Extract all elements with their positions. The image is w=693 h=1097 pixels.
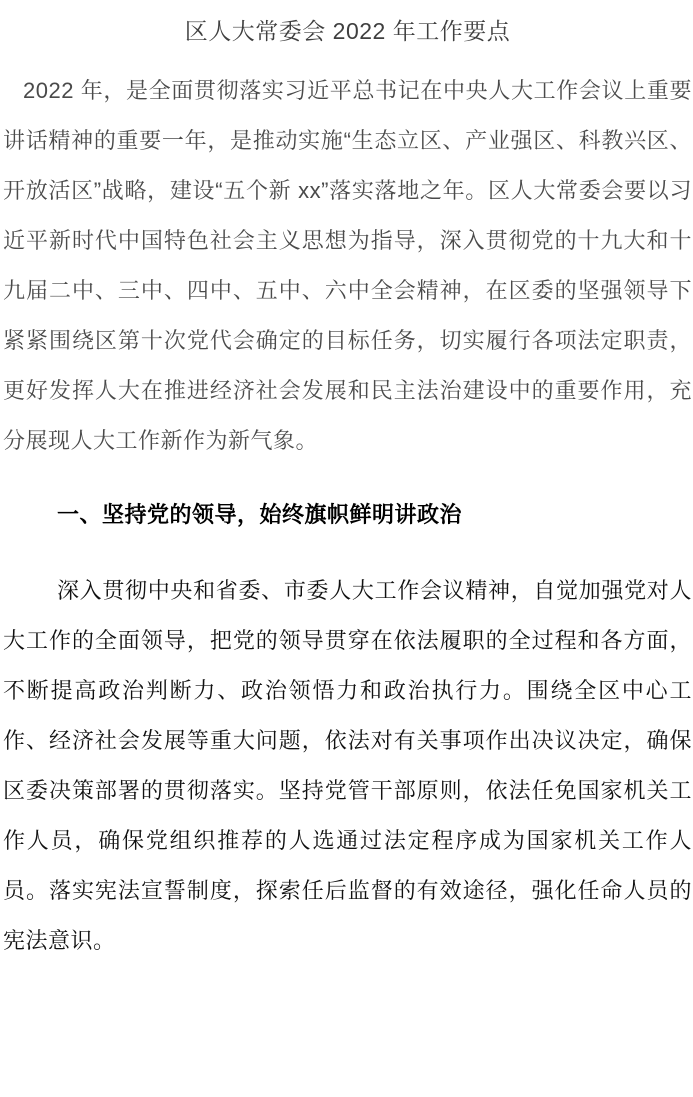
intro-paragraph: 2022 年，是全面贯彻落实习近平总书记在中央人大工作会议上重要讲话精神的重要一年，是推动实施“生态立区、产业强区、科教兴区、开放活区”战略，建设“五个新 xx”落实落地之年。区人大常委会要以习近平新时代中国特色社会主义思想为指导，深入贯彻党的十九大和十九届二中、三中、四中、五中、六中全会精神，在区委的坚强领导下紧紧围绕区第十次党代会确定的目标任务，切实履行各项法定职责，更好发挥人大在推进经济社会发展和民主法治建设中的重要作用，充分展现人大工作新作为新气象。 [3,78,692,453]
body-paragraph: 深入贯彻中央和省委、市委人大工作会议精神，自觉加强党对人大工作的全面领导，把党的领导贯穿在依法履职的全过程和各方面，不断提高政治判断力、政治领悟力和政治执行力。围绕全区中心工作、经济社会发展等重大问题，依法对有关事项作出决议决定，确保区委决策部署的贯彻落实。坚持党管干部原则，依法任免国家机关工作人员，确保党组织推荐的人选通过法定程序成为国家机关工作人员。落实宪法宣誓制度，探索任后监督的有效途径，强化任命人员的宪法意识。 [3,578,692,953]
page-title: 区人大常委会 2022 年工作要点 [184,18,511,44]
section-heading: 一、坚持党的领导，始终旗帜鲜明讲政治 [57,502,463,527]
